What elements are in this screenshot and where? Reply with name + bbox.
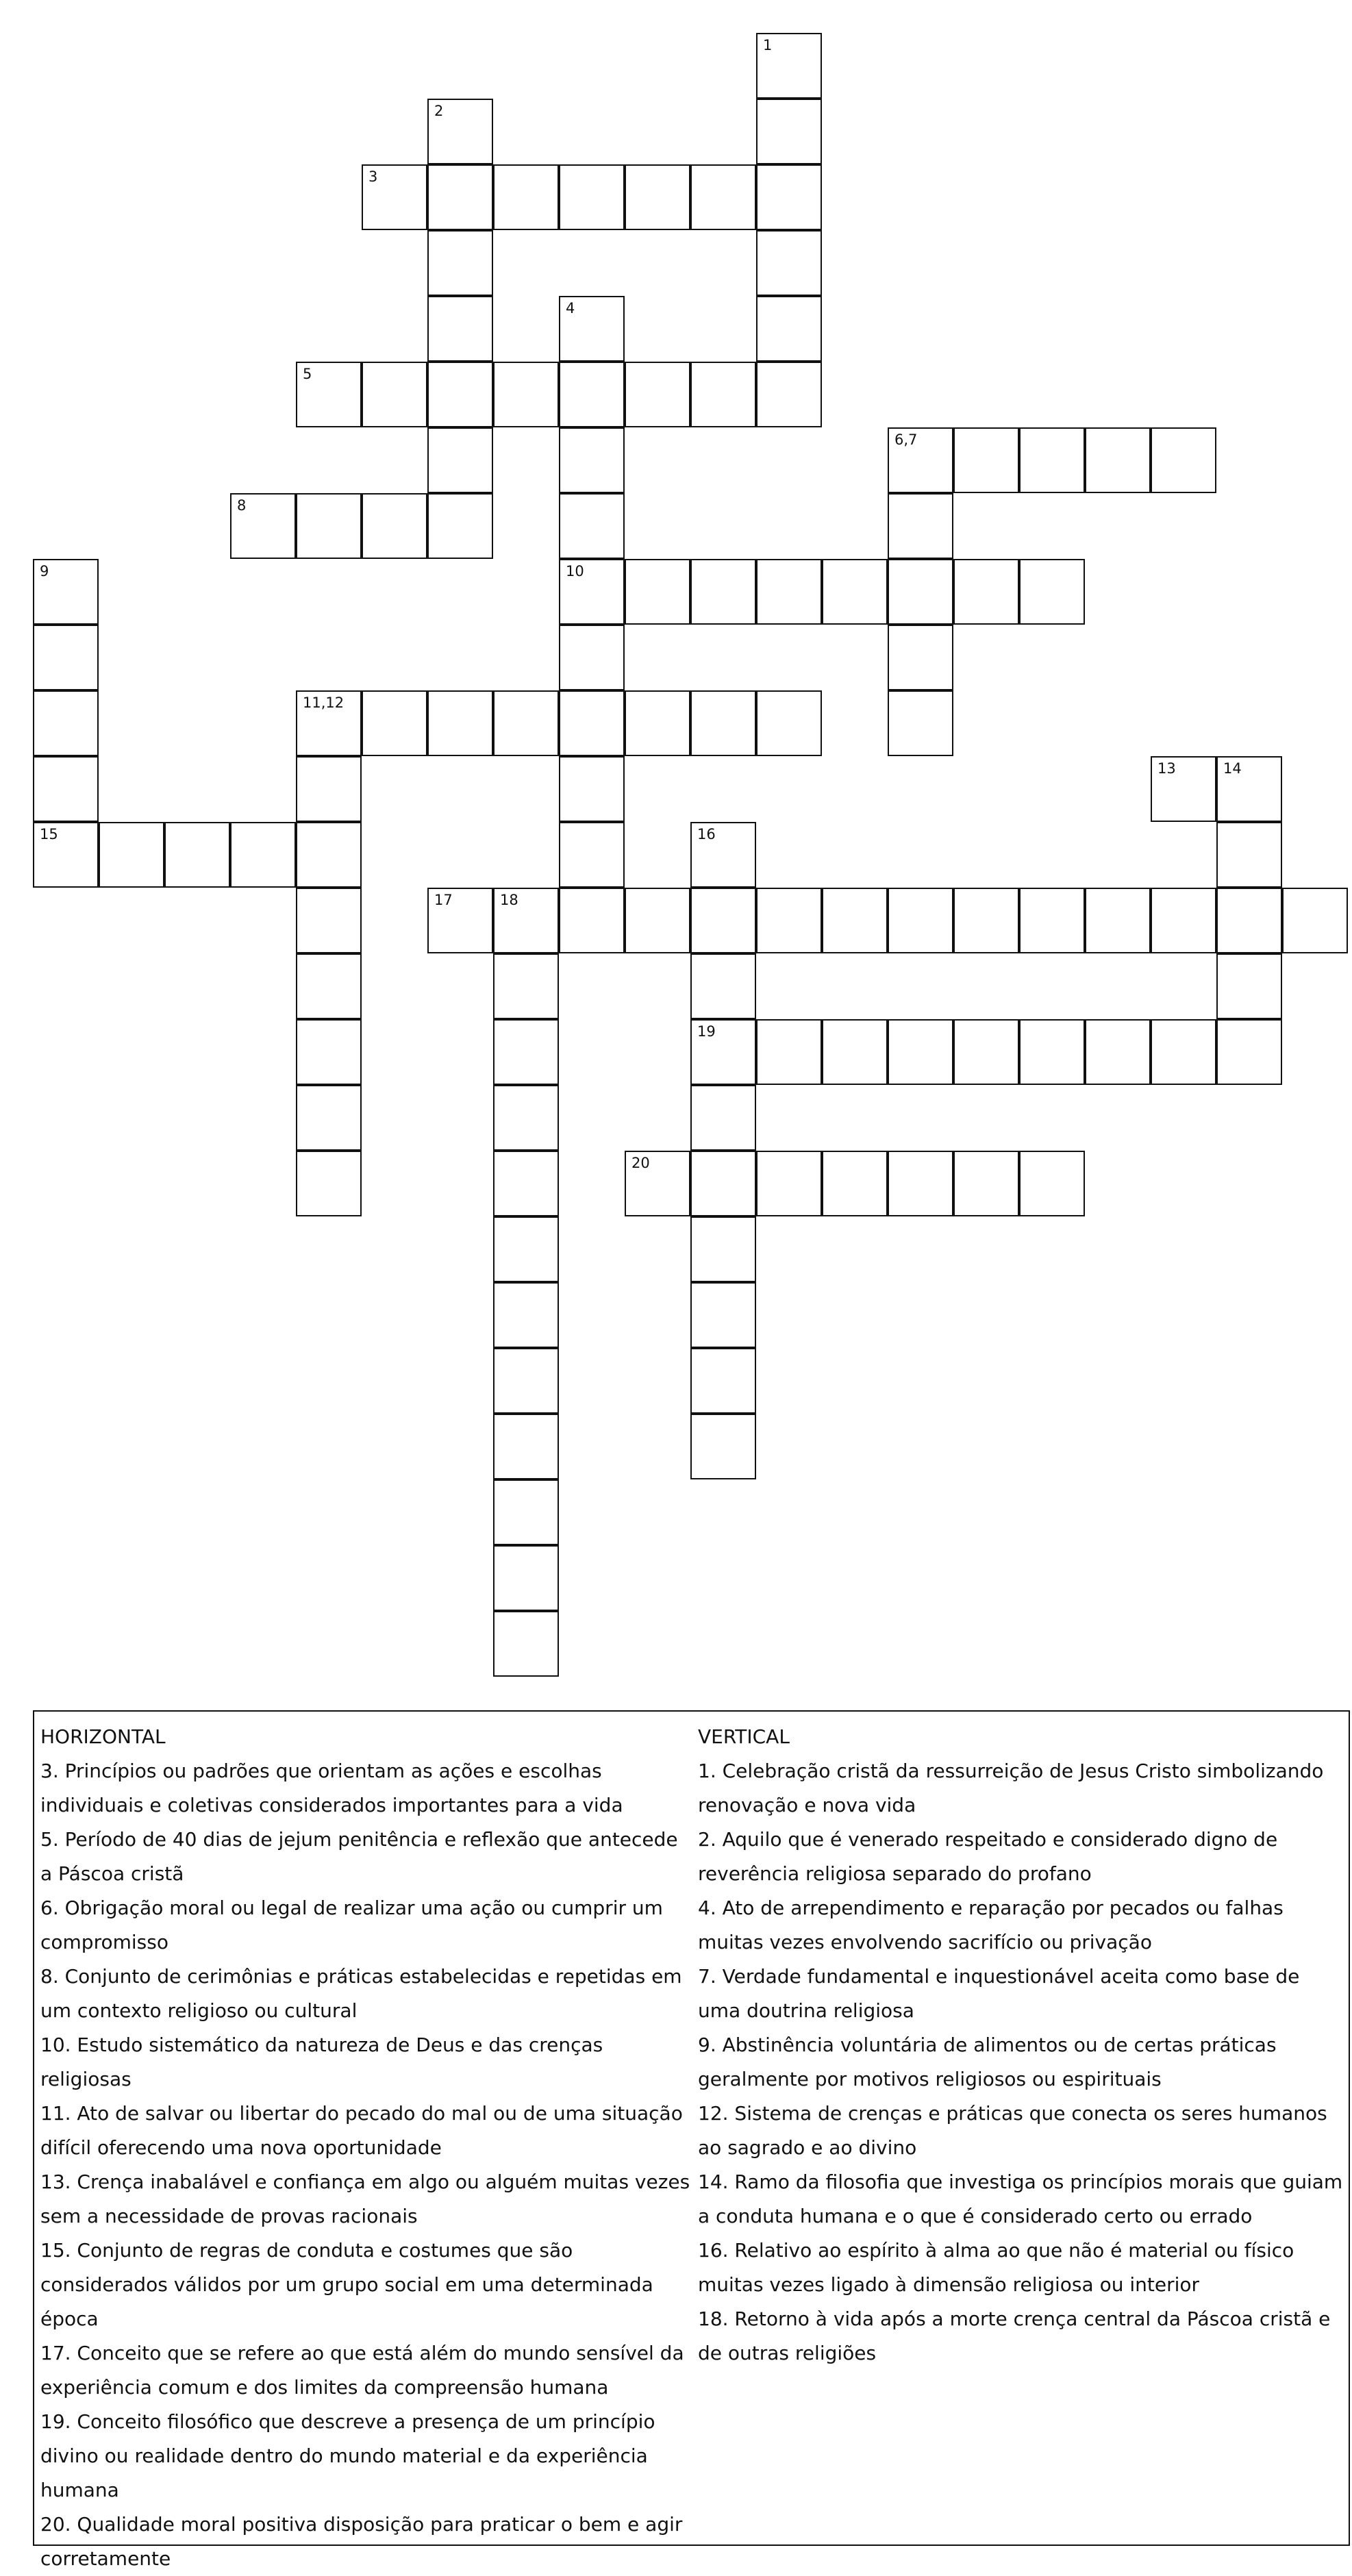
grid-cell[interactable] xyxy=(822,1151,888,1216)
grid-cell[interactable] xyxy=(559,690,625,756)
grid-cell[interactable] xyxy=(1151,888,1216,953)
clue-horizontal-10: 10. Estudo sistemático da natureza de Deus e das crenças religiosas xyxy=(40,2034,603,2090)
grid-cell[interactable] xyxy=(953,1151,1019,1216)
clue-horizontal-17: 17. Conceito que se refere ao que está além do mundo sensível da experiência comum e dos limites da compreensão humana xyxy=(40,2342,684,2399)
grid-cell[interactable] xyxy=(690,362,756,427)
grid-cell[interactable] xyxy=(230,493,296,559)
clue-number: 4 xyxy=(566,300,575,316)
grid-cell[interactable] xyxy=(559,164,625,230)
grid-cell[interactable] xyxy=(1151,756,1216,822)
grid-cell[interactable] xyxy=(493,1151,559,1216)
grid-cell[interactable] xyxy=(888,625,953,690)
grid-cell[interactable] xyxy=(362,164,427,230)
grid-cell[interactable] xyxy=(756,1019,822,1085)
clue-horizontal-20: 20. Qualidade moral positiva disposição para praticar o bem e agir corretamente xyxy=(40,2513,683,2570)
vertical-clues xyxy=(698,1720,1345,2371)
grid-cell[interactable] xyxy=(756,888,822,953)
clue-horizontal-5: 5. Período de 40 dias de jejum penitência e reflexão que antecede a Páscoa cristã xyxy=(40,1828,678,1885)
grid-cell[interactable] xyxy=(953,888,1019,953)
grid-cell[interactable] xyxy=(1019,559,1085,625)
grid-cell[interactable] xyxy=(756,230,822,296)
grid-cell[interactable] xyxy=(33,690,99,756)
grid-cell[interactable] xyxy=(756,33,822,99)
grid-cell[interactable] xyxy=(427,230,493,296)
grid-cell[interactable] xyxy=(493,1019,559,1085)
horizontal-heading: HORIZONTAL xyxy=(40,1725,166,1748)
grid-cell[interactable] xyxy=(690,1085,756,1151)
grid-cell[interactable] xyxy=(33,559,99,625)
clue-vertical-12: 12. Sistema de crenças e práticas que conecta os seres humanos ao sagrado e ao divino xyxy=(698,2102,1327,2159)
clue-number: 19 xyxy=(697,1023,716,1040)
grid-cell[interactable] xyxy=(559,888,625,953)
grid-cell[interactable] xyxy=(559,427,625,493)
grid-cell[interactable] xyxy=(427,164,493,230)
grid-cell[interactable] xyxy=(296,756,362,822)
grid-cell[interactable] xyxy=(493,1282,559,1348)
clue-vertical-9: 9. Abstinência voluntária de alimentos ou de certas práticas geralmente por motivos religiosos ou espirituais xyxy=(698,2034,1277,2090)
grid-cell[interactable] xyxy=(230,822,296,888)
clue-vertical-18: 18. Retorno à vida após a morte crença central da Páscoa cristã e de outras religiões xyxy=(698,2308,1331,2364)
grid-cell[interactable] xyxy=(888,493,953,559)
grid-cell[interactable] xyxy=(756,690,822,756)
grid-cell[interactable] xyxy=(690,1151,756,1216)
grid-cell[interactable] xyxy=(690,1216,756,1282)
clue-horizontal-13: 13. Crença inabalável e confiança em algo ou alguém muitas vezes sem a necessidade de provas racionais xyxy=(40,2171,690,2227)
clue-horizontal-3: 3. Princípios ou padrões que orientam as ações e escolhas individuais e coletivas considerados importantes para a vida xyxy=(40,1760,623,1816)
clue-vertical-4: 4. Ato de arrependimento e reparação por pecados ou falhas muitas vezes envolvendo sacrifício ou privação xyxy=(698,1897,1284,1953)
grid-cell[interactable] xyxy=(493,164,559,230)
grid-cell[interactable] xyxy=(1151,427,1216,493)
grid-cell[interactable] xyxy=(953,1019,1019,1085)
grid-cell[interactable] xyxy=(1282,888,1348,953)
grid-cell[interactable] xyxy=(33,822,99,888)
grid-cell[interactable] xyxy=(625,888,690,953)
clue-number: 2 xyxy=(434,103,444,119)
clue-horizontal-8: 8. Conjunto de cerimônias e práticas estabelecidas e repetidas em um contexto religioso ou cultural xyxy=(40,1965,682,2022)
clue-number: 15 xyxy=(40,826,58,842)
grid-cell[interactable] xyxy=(559,756,625,822)
clue-vertical-16: 16. Relativo ao espírito à alma ao que não é material ou físico muitas vezes ligado à dimensão religiosa ou interior xyxy=(698,2239,1294,2296)
clue-number: 1 xyxy=(763,37,773,53)
grid-cell[interactable] xyxy=(493,953,559,1019)
grid-cell[interactable] xyxy=(822,888,888,953)
vertical-heading: VERTICAL xyxy=(698,1725,790,1748)
grid-cell[interactable] xyxy=(493,1348,559,1414)
clue-number: 8 xyxy=(237,497,247,514)
grid-cell[interactable] xyxy=(559,625,625,690)
grid-cell[interactable] xyxy=(690,888,756,953)
grid-cell[interactable] xyxy=(362,690,427,756)
clue-horizontal-19: 19. Conceito filosófico que descreve a presença de um princípio divino ou realidade dentro do mundo material e da experiência humana xyxy=(40,2410,655,2501)
grid-cell[interactable] xyxy=(690,690,756,756)
grid-cell[interactable] xyxy=(888,1019,953,1085)
grid-cell[interactable] xyxy=(427,888,493,953)
grid-cell[interactable] xyxy=(690,822,756,888)
grid-cell[interactable] xyxy=(296,1151,362,1216)
grid-cell[interactable] xyxy=(1216,1019,1282,1085)
clue-number: 6,7 xyxy=(894,432,918,448)
clue-vertical-1: 1. Celebração cristã da ressurreição de Jesus Cristo simbolizando renovação e nova vida xyxy=(698,1760,1324,1816)
grid-cell[interactable] xyxy=(362,362,427,427)
grid-cell[interactable] xyxy=(1085,427,1151,493)
grid-cell[interactable] xyxy=(99,822,164,888)
grid-cell[interactable] xyxy=(756,1151,822,1216)
clue-number: 10 xyxy=(566,563,584,579)
grid-cell[interactable] xyxy=(296,888,362,953)
grid-cell[interactable] xyxy=(690,164,756,230)
grid-cell[interactable] xyxy=(427,493,493,559)
grid-cell[interactable] xyxy=(33,625,99,690)
grid-cell[interactable] xyxy=(33,756,99,822)
clue-vertical-7: 7. Verdade fundamental e inquestionável aceita como base de uma doutrina religiosa xyxy=(698,1965,1300,2022)
grid-cell[interactable] xyxy=(625,362,690,427)
grid-cell[interactable] xyxy=(690,953,756,1019)
grid-cell[interactable] xyxy=(953,427,1019,493)
grid-cell[interactable] xyxy=(493,1085,559,1151)
grid-cell[interactable] xyxy=(1216,822,1282,888)
grid-cell[interactable] xyxy=(756,164,822,230)
grid-cell[interactable] xyxy=(427,362,493,427)
grid-cell[interactable] xyxy=(559,822,625,888)
clue-horizontal-15: 15. Conjunto de regras de conduta e costumes que são considerados válidos por um grupo social em uma determinada época xyxy=(40,2239,653,2330)
grid-cell[interactable] xyxy=(1216,888,1282,953)
grid-cell[interactable] xyxy=(690,1282,756,1348)
grid-cell[interactable] xyxy=(427,427,493,493)
grid-cell[interactable] xyxy=(1019,1019,1085,1085)
grid-cell[interactable] xyxy=(493,1545,559,1611)
grid-cell[interactable] xyxy=(493,1611,559,1677)
clue-number: 3 xyxy=(368,168,378,185)
grid-cell[interactable] xyxy=(1216,756,1282,822)
grid-cell[interactable] xyxy=(1019,888,1085,953)
grid-cell[interactable] xyxy=(362,493,427,559)
grid-cell[interactable] xyxy=(690,1348,756,1414)
grid-cell[interactable] xyxy=(427,690,493,756)
grid-cell[interactable] xyxy=(625,164,690,230)
grid-cell[interactable] xyxy=(1151,1019,1216,1085)
grid-cell[interactable] xyxy=(493,690,559,756)
grid-cell[interactable] xyxy=(559,362,625,427)
clue-vertical-2: 2. Aquilo que é venerado respeitado e considerado digno de reverência religiosa separado do profano xyxy=(698,1828,1278,1885)
grid-cell[interactable] xyxy=(1085,1019,1151,1085)
grid-cell[interactable] xyxy=(296,493,362,559)
grid-cell[interactable] xyxy=(296,822,362,888)
grid-cell[interactable] xyxy=(427,296,493,362)
clues-box xyxy=(33,1710,1350,2570)
grid-cell[interactable] xyxy=(756,559,822,625)
grid-cell[interactable] xyxy=(625,690,690,756)
grid-cell[interactable] xyxy=(1019,427,1085,493)
grid-cell[interactable] xyxy=(493,1216,559,1282)
grid-cell[interactable] xyxy=(888,427,953,493)
grid-cell[interactable] xyxy=(559,296,625,362)
grid-cell[interactable] xyxy=(690,1019,756,1085)
grid-cell[interactable] xyxy=(427,99,493,164)
grid-cell[interactable] xyxy=(888,559,953,625)
horizontal-clues xyxy=(40,1720,691,2576)
grid-cell[interactable] xyxy=(690,1414,756,1479)
grid-cell[interactable] xyxy=(888,1151,953,1216)
grid-cell[interactable] xyxy=(888,690,953,756)
grid-cell[interactable] xyxy=(296,953,362,1019)
grid-cell[interactable] xyxy=(493,1414,559,1479)
grid-cell[interactable] xyxy=(493,362,559,427)
clue-number: 9 xyxy=(40,563,49,579)
grid-cell[interactable] xyxy=(164,822,230,888)
grid-cell[interactable] xyxy=(822,1019,888,1085)
grid-cell[interactable] xyxy=(493,1479,559,1545)
grid-cell[interactable] xyxy=(493,888,559,953)
clue-number: 18 xyxy=(500,892,518,908)
grid-cell[interactable] xyxy=(1085,888,1151,953)
clue-number: 13 xyxy=(1157,760,1176,777)
clue-number: 17 xyxy=(434,892,453,908)
grid-cell[interactable] xyxy=(296,1085,362,1151)
grid-cell[interactable] xyxy=(756,296,822,362)
clue-vertical-14: 14. Ramo da filosofia que investiga os princípios morais que guiam a conduta humana e o que é considerado certo ou errado xyxy=(698,2171,1343,2227)
grid-cell[interactable] xyxy=(822,559,888,625)
clue-horizontal-6: 6. Obrigação moral ou legal de realizar uma ação ou cumprir um compromisso xyxy=(40,1897,663,1953)
grid-cell[interactable] xyxy=(756,99,822,164)
grid-cell[interactable] xyxy=(296,690,362,756)
grid-cell[interactable] xyxy=(888,888,953,953)
clue-number: 11,12 xyxy=(303,695,345,711)
grid-cell[interactable] xyxy=(953,559,1019,625)
grid-cell[interactable] xyxy=(625,559,690,625)
clue-number: 14 xyxy=(1223,760,1242,777)
grid-cell[interactable] xyxy=(756,362,822,427)
grid-cell[interactable] xyxy=(296,362,362,427)
grid-cell[interactable] xyxy=(559,493,625,559)
grid-cell[interactable] xyxy=(625,1151,690,1216)
grid-cell[interactable] xyxy=(1216,953,1282,1019)
clue-number: 5 xyxy=(303,366,312,382)
grid-cell[interactable] xyxy=(690,559,756,625)
grid-cell[interactable] xyxy=(296,1019,362,1085)
grid-cell[interactable] xyxy=(1019,1151,1085,1216)
clue-number: 16 xyxy=(697,826,716,842)
clue-number: 20 xyxy=(631,1155,650,1171)
grid-cell[interactable] xyxy=(559,559,625,625)
clue-horizontal-11: 11. Ato de salvar ou libertar do pecado do mal ou de uma situação difícil oferecendo uma nova oportunidade xyxy=(40,2102,683,2159)
